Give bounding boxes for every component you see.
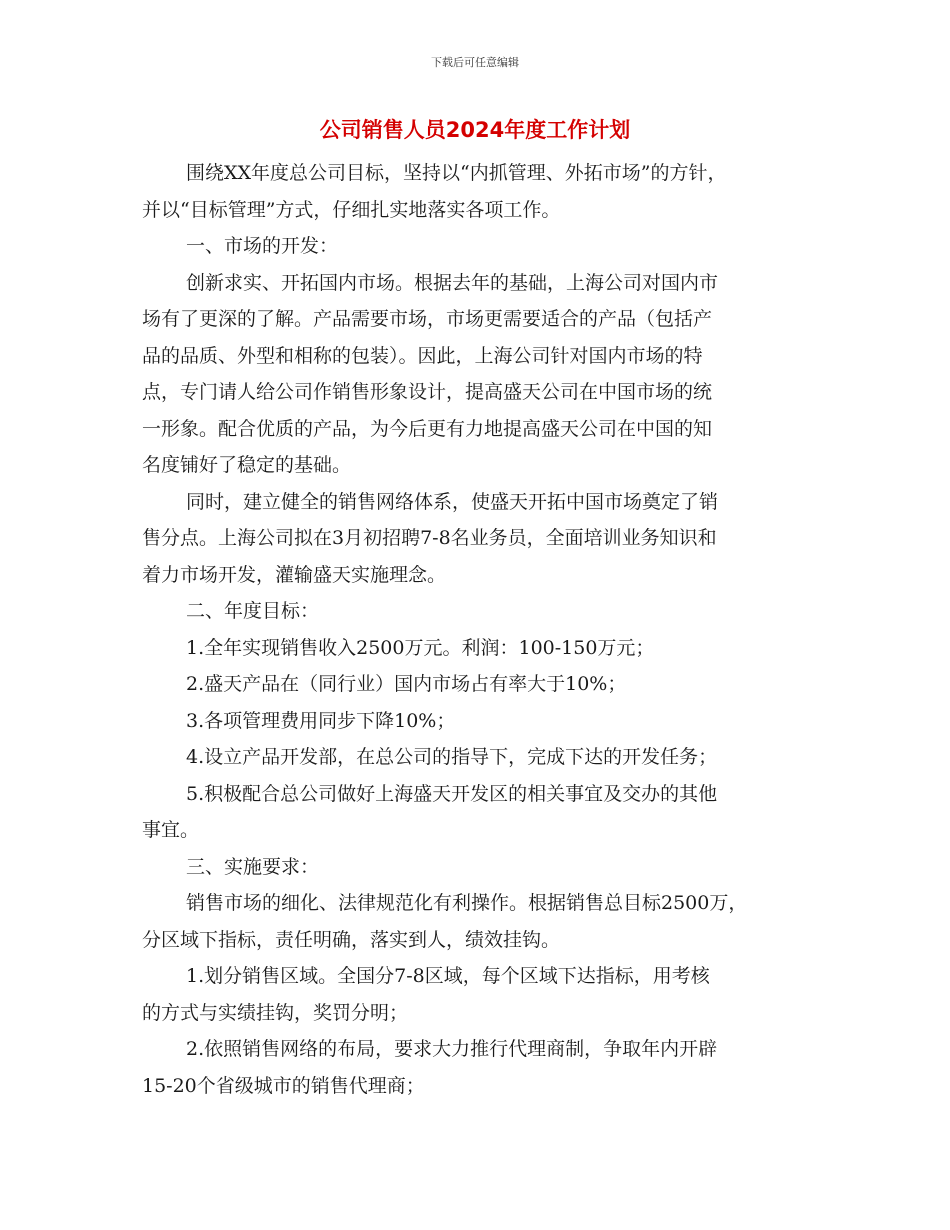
body-line: 创新求实、开拓国内市场。根据去年的基础，上海公司对国内市 <box>186 271 719 294</box>
body-line: 二、年度目标： <box>186 600 320 622</box>
body-line: 围绕XX年度总公司目标，坚持以“内抓管理、外拓市场”的方针， <box>186 162 727 184</box>
body-line: 同时，建立健全的销售网络体系，使盛天开拓中国市场奠定了销 <box>186 490 719 513</box>
body-line: 1.划分销售区域。全国分7-8区域，每个区域下达指标，用考核 <box>186 965 710 987</box>
body-line: 三、实施要求： <box>186 855 320 878</box>
body-line: 事宜。 <box>142 819 200 841</box>
body-line: 售分点。上海公司拟在3月初招聘7-8名业务员，全面培训业务知识和 <box>142 527 717 549</box>
body-line: 点，专门请人给公司作销售形象设计，提高盛天公司在中国市场的统 <box>142 381 713 403</box>
body-line: 一形象。配合优质的产品，为今后更有力地提高盛天公司在中国的知 <box>142 417 713 440</box>
body-line: 品的品质、外型和相称的包装）。因此，上海公司针对国内市场的特 <box>142 344 703 367</box>
body-line: 销售市场的细化、法律规范化有利操作。根据销售总目标2500万， <box>186 892 748 914</box>
body-line: 一、市场的开发： <box>186 235 339 257</box>
body-line: 5.积极配合总公司做好上海盛天开发区的相关事宜及交办的其他 <box>186 782 718 805</box>
body-line: 的方式与实绩挂钩，奖罚分明； <box>142 1001 409 1024</box>
document-body <box>142 155 812 1104</box>
page-header-note: 下载后可任意编辑 <box>431 56 519 69</box>
body-line: 2.依照销售网络的布局，要求大力推行代理商制，争取年内开辟 <box>186 1038 718 1060</box>
body-line: 场有了更深的了解。产品需要市场，市场更需要适合的产品（包括产 <box>142 308 713 330</box>
body-line: 3.各项管理费用同步下降10%； <box>186 709 456 732</box>
body-line: 名度铺好了稳定的基础。 <box>142 454 352 476</box>
body-line: 2.盛天产品在（同行业）国内市场占有率大于10%； <box>186 673 627 695</box>
body-line: 并以“目标管理”方式，仔细扎实地落实各项工作。 <box>142 198 561 221</box>
body-line: 4.设立产品开发部，在总公司的指导下，完成下达的开发任务； <box>186 746 718 768</box>
body-line: 着力市场开发，灌输盛天实施理念。 <box>142 563 447 586</box>
body-line: 1.全年实现销售收入2500万元。利润：100-150万元； <box>186 636 655 659</box>
body-line: 15-20个省级城市的销售代理商； <box>142 1074 425 1097</box>
body-line: 分区域下指标，责任明确，落实到人，绩效挂钩。 <box>142 928 561 951</box>
document-title: 公司销售人员2024年度工作计划 <box>319 118 631 142</box>
